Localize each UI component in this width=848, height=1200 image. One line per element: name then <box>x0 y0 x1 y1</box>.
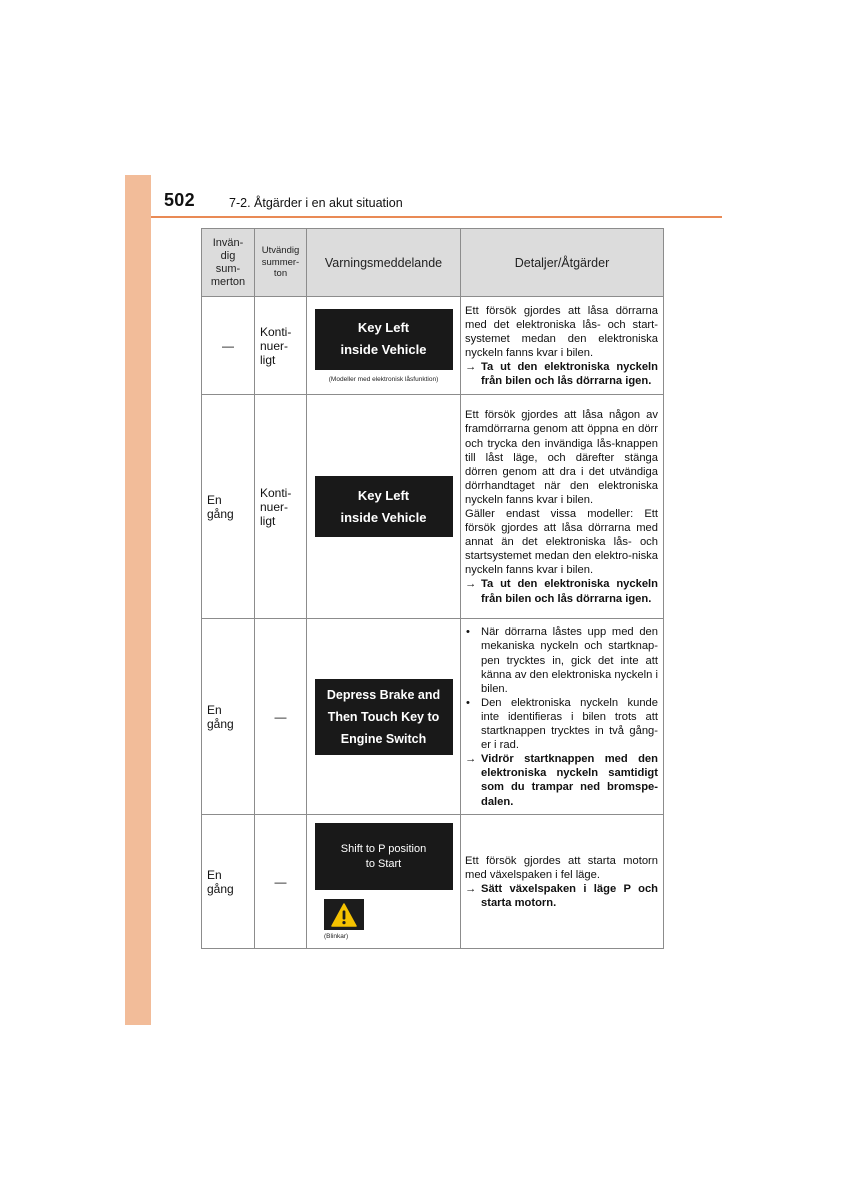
details-cell <box>461 619 664 815</box>
inside-buzzer-cell: En gång <box>202 815 255 949</box>
display-screen: Depress Brake and Then Touch Key to Engine Switch <box>315 679 453 755</box>
table-header-row <box>202 229 664 297</box>
outside-buzzer-cell: Konti- nuer- ligt <box>255 395 307 619</box>
arrow-icon: → <box>465 883 477 895</box>
outside-buzzer-cell: — <box>255 619 307 815</box>
action-line: → Ta ut den elektroniska nyckeln från bilen och lås dörrarna igen. <box>465 578 658 605</box>
display-screen: Key Left inside Vehicle <box>315 476 453 537</box>
inside-buzzer-cell: En gång <box>202 395 255 619</box>
chapter-title: 7-2. Åtgärder i en akut situation <box>229 196 403 210</box>
screen-caption: (Modeller med elektronisk låsfunktion) <box>328 375 439 383</box>
details-cell: Ett försök gjordes att låsa dörrarna med det elektroniska lås- och start-systemet medan den elektroniska nyckeln fanns kvar i bilen. → Ta ut den elektroniska nyckeln från bilen och lås dörrarna igen. <box>461 297 664 395</box>
warning-message-cell <box>307 619 461 815</box>
details-cell: Ett försök gjordes att låsa någon av framdörrarna genom att öppna en dörr och trycka den invändiga lås-knappen till låst läge, och därefter stänga dörren genom att dra i det utvändiga dörrhandtaget när den elektroniska nyckeln fanns kvar i bilen. Gäller endast vissa modeller: Ett försök gjordes att låsa dörrarna med annat än det elektroniska lås- och startsystemet medan den elektro-niska nyckeln fanns kvar i bilen. → Ta ut den elektroniska nyckeln från bilen och lås dörrarna igen. <box>461 395 664 619</box>
bullet-icon: • <box>466 626 470 639</box>
header-details: Detaljer/Åtgärder <box>461 229 664 297</box>
warning-triangle-icon <box>331 903 357 927</box>
table-row <box>202 297 664 395</box>
bullet-icon: • <box>466 696 470 709</box>
warning-message-cell <box>307 297 461 395</box>
warning-message-cell <box>307 815 461 949</box>
display-screen: Key Left inside Vehicle <box>315 309 453 370</box>
table-row <box>202 619 664 815</box>
inside-buzzer-cell: En gång <box>202 619 255 815</box>
header-outside-buzzer: Utvändig summer- ton <box>255 229 307 297</box>
action-line: → Ta ut den elektroniska nyckeln från bilen och lås dörrarna igen. <box>465 361 658 388</box>
inside-buzzer-cell: — <box>202 297 255 395</box>
warning-light <box>324 899 364 930</box>
table-row <box>202 815 664 949</box>
chapter-side-tab <box>125 175 151 1025</box>
action-line: → Vidrör startknappen med den elektroniska nyckeln samtidigt som du trampar ned bromspe-dalen. <box>465 753 658 808</box>
header-divider <box>151 216 722 218</box>
warning-light-caption: (Blinkar) <box>324 933 349 940</box>
header-inside-buzzer: Invän- dig sum- merton <box>202 229 255 297</box>
outside-buzzer-cell: — <box>255 815 307 949</box>
details-cell: Ett försök gjordes att starta motorn med växelspaken i fel läge. → Sätt växelspaken i läge P och starta motorn. <box>461 815 664 949</box>
outside-buzzer-cell: Konti- nuer- ligt <box>255 297 307 395</box>
arrow-icon: → <box>465 578 477 591</box>
bullet-item: • När dörrarna låstes upp med den mekaniska nyckeln och startknap-pen trycktes in, gick det inte att känna av den elektroniska nyckeln i bilen. <box>466 626 658 695</box>
page-number: 502 <box>164 190 195 210</box>
warning-message-table <box>201 228 664 949</box>
action-line: → Sätt växelspaken i läge P och starta motorn. <box>465 883 658 910</box>
bullet-item: • Den elektroniska nyckeln kunde inte identifieras i bilen trots att startknappen trycktes in två gång-er i rad. <box>466 696 658 752</box>
header-warning-message: Varningsmeddelande <box>307 229 461 297</box>
arrow-icon: → <box>465 753 477 766</box>
display-screen: Shift to P position to Start <box>315 823 453 890</box>
table-row <box>202 395 664 619</box>
arrow-icon: → <box>465 361 477 374</box>
warning-message-cell <box>307 395 461 619</box>
